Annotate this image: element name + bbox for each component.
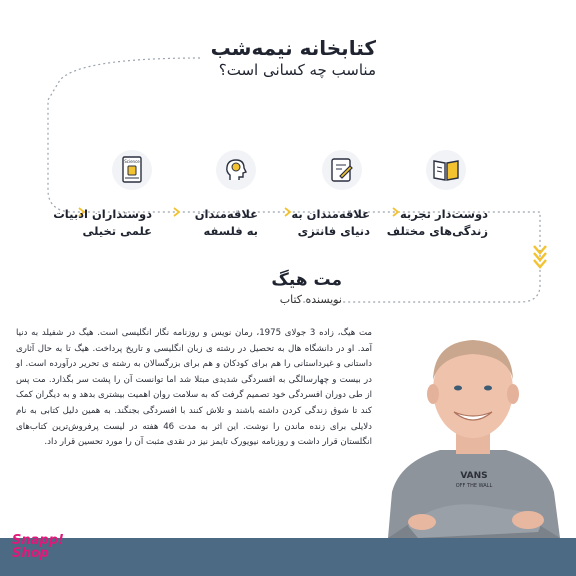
audience-icon-2 [320, 148, 364, 192]
title-line1: کتابخانه نیمه‌شب [210, 36, 376, 60]
author-bio: مت هیگ، زاده 3 جولای 1975، رمان نویس و روزنامه نگار انگلیسی است. هیگ در شفیلد به دنیا آمد. او در دانشگاه هال به تحصیل در رشته ی زبان انگلیسی و تاریخ پرداخت. هیگ تا به حال آثاری داستانی و غیرداستانی را هم برای کودکان و هم برای بزرگسالان به رشته ی تحریر درآورده است. او در بیست و چهارسالگی به افسردگی شدیدی مبتلا شد اما توانست آن را پشت سر بگذارد. مت پس از طی دوران افسردگی خود تصمیم گرفت که به سلامت روان اهمیت بیشتری بدهد و به دیگران کمک کند تا شوق زندگی کردن داشته باشند و تلاش کنند با افسردگی بجنگند. به همین دلیل کتابی به نام دلایلی برای زنده ماندن را نوشت. این اثر به مدت 46 هفته در لیست پرفروش‌ترین کتاب‌های انگلستان قرار داشت و روزنامه نیویورک تایمز نیز در نقدی مثبت آن را مورد تحسین قرار داد. [16, 328, 373, 448]
page-title [211, 36, 376, 80]
audience-icon-3 [214, 148, 258, 192]
audience-icon-1 [424, 148, 468, 192]
label-line: دنیای فانتزی [297, 224, 370, 238]
brand-line: Shop [12, 546, 49, 561]
audience-label-2 [291, 206, 370, 240]
label-line: دوست‌دار تجربه [399, 207, 488, 221]
chevron-right-icon [285, 208, 290, 216]
audience-label-1 [387, 206, 488, 240]
head-brain-icon [222, 156, 250, 184]
footer-band [0, 538, 576, 576]
label-line: دوستداران ادبیات [53, 207, 152, 221]
label-line: علاقه‌مندان [194, 207, 258, 221]
author-role: نویسنده کتاب [279, 293, 342, 306]
audience-label-4 [53, 206, 152, 240]
author-portrait [378, 322, 568, 538]
author-name: مت هیگ [271, 270, 342, 290]
label-line: زندگی‌های مختلف [386, 224, 488, 238]
label-line: علاقه‌مندان به [291, 207, 370, 221]
book-open-icon [431, 157, 461, 183]
brand-logo [12, 534, 64, 560]
shirt-logo: VANS [460, 471, 488, 481]
brand-line: Snapp! [12, 533, 64, 548]
writing-pad-icon [328, 156, 356, 184]
label-line: به فلسفه [203, 224, 258, 238]
audience-label-3 [195, 206, 258, 240]
label-line: علمی تخیلی [82, 224, 152, 238]
shirt-logo-sub: OFF THE WALL [455, 483, 493, 489]
author-heading [271, 270, 342, 310]
science-label: Science [124, 159, 140, 164]
title-line2: مناسب چه کسانی است؟ [218, 61, 376, 79]
audience-icon-4 [110, 148, 154, 192]
science-book-icon [119, 155, 145, 185]
